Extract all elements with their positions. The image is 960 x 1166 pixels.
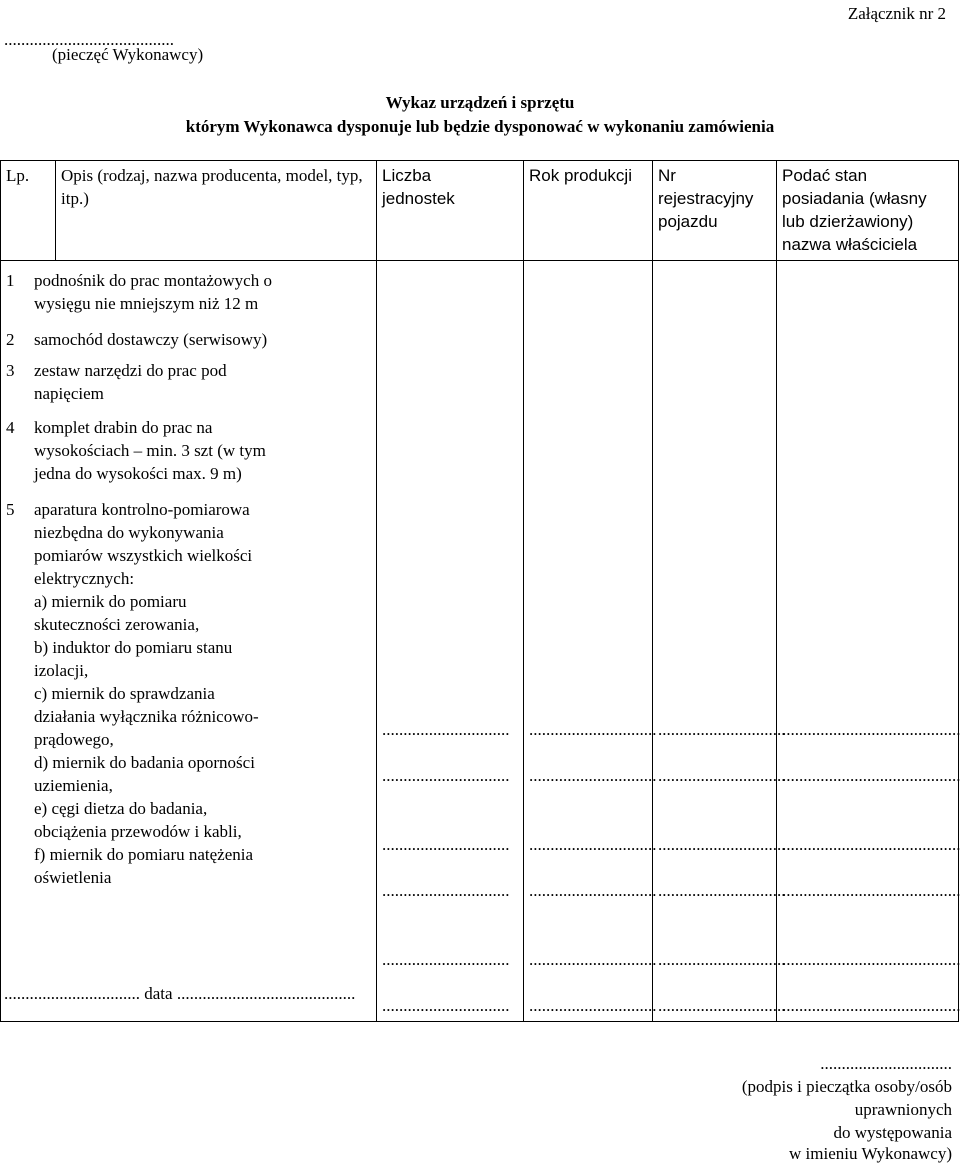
measurement-item: d) miernik do badania oporności [34,753,255,772]
fill-dots: .............................. [382,996,510,1015]
date-line: ................................ data .......................................... [4,984,356,1003]
title-line-1: Wykaz urządzeń i sprzętu [385,93,575,112]
item-row [6,416,371,485]
measurement-item: oświetlenia [34,868,112,887]
fill-dots: .......................................... [782,950,960,969]
fill-dots: .......................................... [782,996,960,1015]
measurement-item: uziemienia, [34,776,113,795]
owner-column-entries [777,261,959,1022]
annex-label: Załącznik nr 2 [847,4,946,23]
year-column-entries [524,261,657,1022]
fill-dots: .............................. [529,720,657,739]
item-row [6,269,371,315]
measurement-item: izolacji, [34,661,89,680]
item-row [6,359,371,405]
signature-dots: ............................... [820,1054,952,1073]
fill-dots: .............................. [529,881,657,900]
measurement-item: a) miernik do pomiaru [34,592,187,611]
header-owner: Podać stan posiadania (własny lub dzierżawiony) nazwa właściciela [777,161,959,261]
measurement-item: działania wyłącznika różnicowo- [34,707,259,726]
stamp-label: (pieczęć Wykonawcy) [52,45,204,64]
item-number: 3 [6,361,15,380]
table-header-row [1,161,959,261]
header-count: Liczba jednostek [377,161,524,261]
fill-dots: .......................................... [782,881,960,900]
fill-dots: .............................. [529,766,657,785]
fill-dots: .............................. [529,950,657,969]
fill-dots: .............................. [658,766,786,785]
fill-dots: .......................................... [782,720,960,739]
header-registration: Nr rejestracyjny pojazdu [653,161,777,261]
stamp-dots: ........................................ [4,30,174,49]
signature-caption-line-2: uprawnionych [854,1100,952,1119]
signature-caption-line-1: (podpis i pieczątka osoby/osób [741,1077,952,1096]
item-description: samochód dostawczy (serwisowy) [34,330,268,349]
fill-dots: .............................. [382,720,510,739]
measurement-item: obciążenia przewodów i kabli, [34,822,242,841]
item-number: 4 [6,418,15,437]
signature-caption-line-4: w imieniu Wykonawcy) [789,1144,952,1163]
item-number: 2 [6,330,15,349]
header-description: Opis (rodzaj, nazwa producenta, model, typ, itp.) [56,161,377,261]
header-year: Rok produkcji [524,161,653,261]
count-column-entries [377,261,524,1022]
fill-dots: .............................. [529,835,657,854]
item-description: podnośnik do prac montażowych o wysięgu nie mniejszym niż 12 m [34,271,272,313]
measurement-item: prądowego, [34,730,114,749]
equipment-table [0,160,959,1022]
fill-dots: .............................. [658,950,786,969]
item-number: 5 [6,500,15,519]
measurement-intro: aparatura kontrolno-pomiarowa [34,500,250,519]
fill-dots: .............................. [382,766,510,785]
item-number: 1 [6,271,15,290]
document-title [0,91,960,139]
title-line-2: którym Wykonawca dysponuje lub będzie dysponować w wykonaniu zamówienia [185,117,775,136]
fill-dots: .............................. [658,881,786,900]
registration-column-entries [653,261,786,1022]
item-description: komplet drabin do prac na wysokościach – min. 3 szt (w tym jedna do wysokości max. 9 m) [34,418,266,483]
fill-dots: .......................................... [782,766,960,785]
measurement-intro: elektrycznych: [34,569,135,588]
measurement-intro: niezbędna do wykonywania [34,523,224,542]
measurement-item: c) miernik do sprawdzania [34,684,215,703]
fill-dots: .............................. [658,835,786,854]
measurement-item: skuteczności zerowania, [34,615,200,634]
item-description: zestaw narzędzi do prac pod napięciem [34,361,227,403]
item-row [6,498,371,889]
measurement-item: e) cęgi dietza do badania, [34,799,208,818]
signature-caption-line-3: do występowania [833,1123,952,1142]
fill-dots: .............................. [382,881,510,900]
fill-dots: .............................. [529,996,657,1015]
fill-dots: .............................. [382,950,510,969]
fill-dots: .............................. [658,996,786,1015]
header-lp: Lp. [1,161,56,261]
measurement-item: f) miernik do pomiaru natężenia [34,845,254,864]
item-row [6,328,371,351]
measurement-item: b) induktor do pomiaru stanu [34,638,233,657]
items-cell [1,261,377,1022]
item-description [34,498,292,889]
table-body-row [1,261,959,1022]
fill-dots: .............................. [382,835,510,854]
measurement-intro: pomiarów wszystkich wielkości [34,546,253,565]
fill-dots: .............................. [658,720,786,739]
fill-dots: .......................................... [782,835,960,854]
